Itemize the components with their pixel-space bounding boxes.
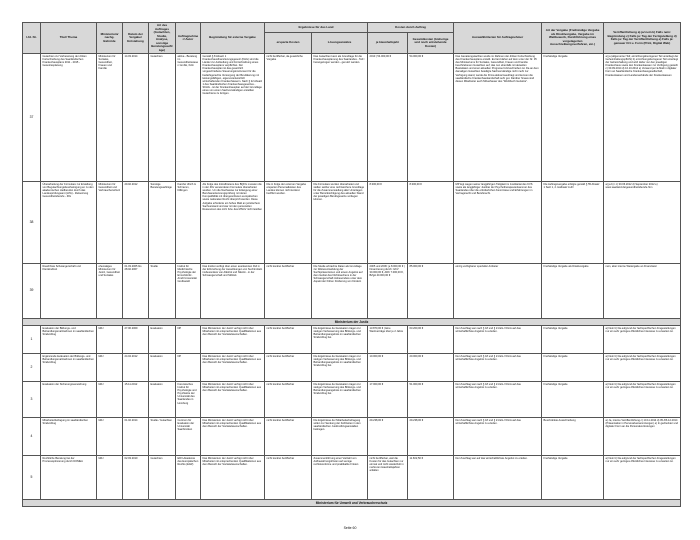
cell-nr: 4 (23, 418, 41, 456)
cell-haushalt: 10.000,00 € (368, 354, 408, 382)
cell-datum: 27.06.2009 (123, 326, 149, 354)
cell-art: Gutachten (149, 456, 176, 500)
cell-artvergabe: Freihändige Vergabe (542, 456, 604, 500)
table-header (23, 23, 681, 54)
cell-ersparte: Die in Folge der externen Vergabe ersparten Personalkosten des Landes können nicht konkret beziffert werden. (265, 182, 312, 264)
cell-auswahl: MP legt wegen seiner langjährigen Tätigkeit im Justitiariat des KVS sowie als langjähriger Justitiar der Psychotherapeutenkammer des Saarlandes über die erforderlichen Kenntnisse und Erfahrungen im Vertragsrecht und Berufsrecht. (454, 182, 542, 264)
cell-veroeff: a) Ja, interne Veröffentlichung c) 10.11.2014 d) 05./06.12.2014 (Präsentation in Personalversammlungen) e) In gedruckter und digitaler Form an die Personalvertretungen (604, 418, 681, 456)
cell-loesung: Die Ergebnisse der Mitarbeiterbefragung sollen zur Senkung der Fehlzeiten in den saarländischen Justizvollzugsanstalten beitragen. (312, 418, 368, 456)
cell-titel: Mitarbeiterbefragung im saarländischen Strafvollzug (41, 418, 97, 456)
cell-veroeff: a) Nein b) Da aufgrund der fachspezifischen Fragestellungen nur ein sehr geringes öffentliches Interesse zu erwarten ist. (604, 456, 681, 500)
cell-auftragnehmer: aktiva - Beratung im Gesundheitswesen GmbH, Köln (176, 54, 201, 182)
cell-nr: 2 (23, 354, 41, 382)
cell-begruendung: Das Ministerium der Justiz verfügt nicht über Mitarbeiter mit entsprechenden Qualifikationen aus dem Bereich der Sozialwissenschaften. (201, 456, 265, 500)
cell-auftragnehmer: Centrum für Evaluation der Universität Saarbrücken (176, 418, 201, 456)
table-row (23, 54, 681, 182)
cell-art: Sonstige Beratungsaufträge (149, 182, 176, 264)
table-row (23, 456, 681, 500)
cell-loesung: Die Ergebnisse der Evaluation tragen zur stetigen Verbesserung des Bildungs- und Behandlungsangebots im saarländischen Strafvollzug bei. (312, 382, 368, 418)
cell-auftragnehmer: Kanzlei Ulrich & Schramm, Dillingen (176, 182, 201, 264)
cell-haushalt: nicht bezifferbar, weil die Kosten für das Gutachten nur einmal und nicht wiederholt in mehreren Haushaltsjahren anfallen (368, 456, 408, 500)
col-auswahl: Auswahlkriterien für Auftragnehmer (454, 23, 542, 54)
group-costs: Kosten durch Auftrag (368, 23, 454, 33)
cell-gesamt: 20.000,00 € (408, 354, 454, 382)
cell-artvergabe: Freihändige Vergabe (542, 354, 604, 382)
cell-loesung: Die Studie erbrachte Daten als Grundlage zur Weiterentwicklung der Suchtpräventionen und einem Angebot auf dem Gebiet des Nichtrauchens in der Schwangerschaft insbesondere unter dem Aspekt der frühen Förderung von Kindern (312, 264, 368, 319)
cell-titel: Ergänzende Evaluation der Bildungs- und Behandlungsmaßnahmen im saarländischen Strafvollzug (41, 354, 97, 382)
cell-nr: 38 (23, 182, 41, 264)
cell-ersparte: nicht bezifferbar, da gesetzliche Vorgabe (265, 54, 312, 182)
cell-datum: 01.02.2014 (123, 418, 149, 456)
cell-begruendung: Das Ministerium der Justiz verfügt nicht über Mitarbeiter mit entsprechenden Qualifikationen aus dem Bereich der Sozialwissenschaften. (201, 382, 265, 418)
cell-gesamt: 11.602,50 € (408, 456, 454, 500)
cell-veroeff: a) Nein b) Da aufgrund der fachspezifischen Fragestellungen nur ein sehr geringes öffentliches Interesse zu erwarten ist. (604, 382, 681, 418)
cell-begruendung: Das Ministerium der Justiz verfügt nicht über Mitarbeiter mit entsprechenden Qualifikationen aus dem Bereich der Sozialwissenschaften. (201, 354, 265, 382)
cell-ministerium: Ministerium für Gesundheit und Verbraucherschutz (97, 182, 123, 264)
cell-artvergabe: Die Auftragsvergabe erfolgte gemäß § 55 Absatz 1 Satz 1, 2. Halbsatz LHO (542, 182, 604, 264)
table-row (23, 326, 681, 354)
table-row (23, 382, 681, 418)
cell-gesamt: 29.238,00 € (408, 418, 454, 456)
col-art: Art des Auftrages (Gutachten, Studie, Analyse, sonstige Beratungsaufträge) (149, 23, 176, 54)
cell-loesung: Die Ergebnisse der Evaluation tragen zur stetigen Verbesserung des Bildungs- und Behandlungsangebots im saarländischen Strafvollzug bei. (312, 326, 368, 354)
cell-begruendung: Das Ministerium der Justiz verfügt nicht über Mitarbeiter mit entsprechenden Qualifikationen aus dem Bereich der Sozialwissenschaften. (201, 418, 265, 456)
cell-art: Evaluation (149, 354, 176, 382)
cell-ersparte: nicht konkret bezifferbar (265, 456, 312, 500)
cell-haushalt: 13.870,00 € | Eine Werkverträge über je 2 Jahre (368, 326, 408, 354)
cell-nr: 37 (23, 54, 41, 182)
cell-haushalt: 2013 | 54.000,00 € (368, 54, 408, 182)
cell-haushalt: 2005 und 2006: je 8.000,00 € | Finanzierung durch: GKV 30.000,00 €, ADK 7.000,00 €, BZgA 40.000,00 € (368, 264, 408, 319)
table-row (23, 182, 681, 264)
cell-veroeff: a) ja (allgemeiner Teil; einrichtungsbezogener Teil unterliegt der Geheimhaltungspflicht) b) einrichtungsbezogener Teil unterliegt der Geheimhaltung und wird daher nur den jeweiligen Krankenhaus sowie den Krankenkassen zur Verfügung gestellt c) 30.09.2014 d) 10.10.2014 e) Versand per E-Mail in digitaler Form an Saarländische Krankenhausgesellschaft, Krankenkassen und Landesverbände der Krankenkassen (604, 54, 681, 182)
cell-datum: 24.04.2012 (123, 354, 149, 382)
cell-art: Gutachten (149, 54, 176, 182)
cell-art: Evaluation (149, 326, 176, 354)
col-artvergabe: Art der Vergabe (Freihändige Vergabe als Direktvergabe, Vergabe im Wettbewerb, Durchführung eines vorgelagerten Ausschreibungsverfahren, etc.) (542, 23, 604, 54)
section-row (23, 319, 681, 326)
cell-begruendung: Das Ministerium der Justiz verfügt nicht über Mitarbeiter mit entsprechenden Qualifikationen aus dem Bereich der Sozialwissenschaften. (201, 326, 265, 354)
col-ministerium: Ministerium/ nachg. Behörde (97, 23, 123, 54)
cell-auswahl: Der Zuschlag war nach § 18 und § 21 EG-VOL/A auf das wirtschaftlichste Angebot zu erteilen. (454, 382, 542, 418)
cell-veroeff: a) ja b) / c) 30.06.2012 d) September 2012 e) www.saarland.de/gesundheitsberufe.htm (604, 182, 681, 264)
col-loesung: Lösungsansätze (312, 33, 368, 54)
cell-loesung: Zusammenführung einer Vielzahl von Aufbewahrungsfristen auf wenige rechtskonforme und praktikable Fristen (312, 456, 368, 500)
page-footer: Seite 60 (343, 526, 357, 530)
cell-ersparte: nicht konkret bezifferbar (265, 418, 312, 456)
col-veroeff: Veröffentlichung a) ja/ nein b) Falls nein: Begründung c) Falls ja: Tag der Fertigstellung d) Falls ja: Tag der Veröffentlichung e) Falls ja: genauer Ort u. Form (Print, Digital Web) (604, 23, 681, 54)
cell-haushalt: 8.300,00 € (368, 182, 408, 264)
cell-titel: Rauchfreie Schwangerschaft und Kleinkindzeit (41, 264, 97, 319)
cell-ersparte: nicht konkret bezifferbar (265, 326, 312, 354)
cell-begruendung: Als Folge des Inkrafttretens des BQFG mussten die in der ZIG verwendeten Formulare überarbeitet werden. Um die Nachweise zur Erlangung einer Berufsanerkennungsprüfung mit deren Kompatibilität mit übergeordneten europäischen sowie nationalen Recht überprüft werden. Diese Aufgabe erforderte ein hohes Maß an juristischem Sachverstand und war mit den personellen Ressourcen des LGV bzw. des MSGV nicht leistbar. (201, 182, 265, 264)
cell-auswahl: Der Zuschlag war nach § 18 und § 21 EG-VOL/A auf das wirtschaftlichste Angebot zu erteilen. (454, 326, 542, 354)
col-auftragnehmer: Auftragnehmer/ Autor (176, 23, 201, 54)
cell-gesamt: 63.200,00 € (408, 326, 454, 354)
cell-haushalt: 29.238,00 € (368, 418, 408, 456)
cell-titel: Überarbeitung der Formulare zur Erstellung von Begutachtungsbescheinigung en zu den akademischen Heilberufen durch das Landesprüfungsamt (LPA) - Zielsetzung Gesundheitsberufe - ZIG (41, 182, 97, 264)
cell-gesamt: 8.300,00 € (408, 182, 454, 264)
cell-auftragnehmer: NP (176, 326, 201, 354)
table-row (23, 354, 681, 382)
cell-ersparte: nicht konkret bezifferbar (265, 264, 312, 319)
cell-auftragnehmer: Forensisches Institut für Psychologie und Psychiatrie der Universität des Saarlandes in Homburg (176, 382, 201, 418)
cell-datum: 29.02.2012 (123, 182, 149, 264)
section-title-umwelt: Ministerium für Umwelt und Verbraucherschutz (23, 500, 681, 507)
cell-auftragnehmer: NP (176, 354, 201, 382)
cell-ministerium: MdJ (97, 456, 123, 500)
cell-ministerium: ehemaliges Ministerium für Justiz, Gesundheit und Soziales (97, 264, 123, 319)
section-title-justiz: Ministerium der Justiz (23, 319, 681, 326)
cell-titel: Gutachten zur Vorbereitung der dritten Fortschreibung des Saarländischen Krankenhausplans 2011 - 2015 - Gesetzesplanung (41, 54, 97, 182)
cell-gesamt: 51.000,00 € (408, 382, 454, 418)
cell-nr: 1 (23, 326, 41, 354)
cell-nr: 5 (23, 456, 41, 500)
cell-veroeff: nein, aber interne Weitergabe an Finanziarer (604, 264, 681, 319)
col-ersparte: ersparte Kosten (265, 33, 312, 54)
cell-titel: Evaluation der Bildungs- und Behandlungsmaßnahmen im saarländischen Strafvollzug (41, 326, 97, 354)
col-titel: Titel/ Thema (41, 23, 97, 54)
cell-artvergabe: Freihändige Vergabe als Direktvergabe (542, 264, 604, 319)
cell-auswahl: einzig verfügbarer spezieller Anbieter (454, 264, 542, 319)
cell-auswahl: Das Genatiengutachten wurde im Rahmen der dritten Fortschreibung des Krankenhausplans erstellt. Es fand daher auf dem unter der Nr. 35 des Ministeriums für Soziales, Gesundheit, Frauen und Familie beschriebenen Gutachten auf; das nun ebenfalls mit aktuellen Basisdaten und einer aktuellen Prognose fortzuschreiben ist. Da an dem damaligen Gutachten beteiligte Sachverständige nicht mehr zur Verfügung stand, wurde die Firma aktiva beauftragt und kennen die saarländische Krankenhauslandschaft sehr gut. Darüber hinaus sind diesen Mitarbeiter auch Mitverfasser des "Weißbuch Geriatrie". (454, 54, 542, 182)
col-datum: Datum der Vergabe/ Entstehung (123, 23, 149, 54)
cell-datum: 01.03.2005 bis 28.02.2007 (123, 264, 149, 319)
cell-gesamt: 85.000,00 € (408, 264, 454, 319)
cell-datum: 15.11.2012 (123, 382, 149, 418)
cell-loesung: Die Ergebnisse der Evaluation tragen zur stetigen Verbesserung des Bildungs- und Behandlungsangebots im saarländischen Strafvollzug bei. (312, 354, 368, 382)
cell-art: Studie / Gutachten (149, 418, 176, 456)
cell-auftragnehmer: EDV-Akademie des Europäischen Rechts (EAR) (176, 456, 201, 500)
cell-gesamt: 54.000,00 € (408, 54, 454, 182)
cell-auftragnehmer: Institut für Medizinische Psychologie der Ernst-Moritz-Arndt Universität Greifswald (176, 264, 201, 319)
table-row (23, 264, 681, 319)
cell-loesung: Das Gutachten kann als Grundlage für die Krankenhausplanung des Saarlandes - Teil I herangezogen werden - genutzt werden. (312, 54, 368, 182)
cell-ersparte: nicht konkret bezifferbar (265, 382, 312, 418)
col-haushalt: je Haushaltsjahr (368, 33, 408, 54)
cell-titel: Evaluation der Sicherungsverwahrung (41, 382, 97, 418)
contracts-table (22, 22, 681, 507)
cell-ministerium: Ministerium für Soziales, Gesundheit, Frauen und Familie (97, 54, 123, 182)
cell-begruendung: Das Institut verfügt über einen anerkannten Ruf in der Erforschung der Auswirkungen von Suchtmitteln insbesondere von Alkohol und Nikotin - in der Schwangerschaft und Stillzeit. (201, 264, 265, 319)
cell-auswahl: Der Zuschlag war auf das wirtschaftlichste Angebot zu erteilen. (454, 456, 542, 500)
cell-loesung: Die Formulare wurden überarbeitet und stellen seither eine rechtssichere Grundlage für die Zusammenstellung aller Unterlagen unter Berücksichtigung des aktuellen Stand der jeweiligen Berufsgesetze vorliegen können. (312, 182, 368, 264)
cell-veroeff: a) Nein b) Da aufgrund der fachspezifischen Fragestellungen nur ein sehr geringes öffentliches Interesse zu erwarten ist. (604, 354, 681, 382)
cell-auswahl: Der Zuschlag war nach § 18 und § 21 EG-VOL/A auf das wirtschaftlichste Angebot zu erteilen. (454, 354, 542, 382)
cell-artvergabe: Freihändige Vergabe (542, 382, 604, 418)
cell-ministerium: MdJ (97, 354, 123, 382)
cell-ersparte: nicht konkret bezifferbar (265, 354, 312, 382)
cell-ministerium: MdJ (97, 418, 123, 456)
col-lfd: Lfd. Nr. (23, 23, 41, 54)
cell-ministerium: MdJ (97, 382, 123, 418)
cell-titel: Rechtliche Beratung bei der Prozessoptimierung durch DOMEA (41, 456, 97, 500)
cell-auswahl: Der Zuschlag war nach § 18 und § 21 EG-VOL/A auf das wirtschaftlichste Angebot zu erteilen. (454, 418, 542, 456)
cell-nr: 39 (23, 264, 41, 319)
cell-artvergabe: Beschränkte Ausschreibung (542, 418, 604, 456)
cell-datum: 14.03.2014 (123, 54, 149, 182)
section-row (23, 500, 681, 507)
cell-art: Studie (149, 264, 176, 319)
col-begruendung: Begründung für externe Vergabe (201, 23, 265, 54)
cell-veroeff: a) Nein b) Da aufgrund der fachspezifischen Fragestellungen nur ein sehr geringes öffentliches Interesse zu erwarten ist. (604, 326, 681, 354)
table-body (23, 54, 681, 507)
cell-begruendung: Gemäß § 8 Absatz 1 Krankenhausfinanzierungsgesetz (KHG) sind die Länder zur Aufstellung und Fortschreibung eines Krankenhausplans verpflichtet. Der Krankenhausplan ist das gesetzlich vorgeschriebene Steuerungsinstrument für die bedarfsgerechte Versorgung der Bevölkerung mit leistungsfähigen, eigenverantwortlich wirtschaftenden Krankenhäusern. Nach § 22 Absatz 1 des Saarländischen Krankenhausgesetzes - SKHG - ist der Krankenhausplan auf der Grundlage eines von einem Sachverständigen erstellten Gutachtens zu fertigen. (201, 54, 265, 182)
col-gesamtkosten: Gesamtkosten (bisherige und noch entstehende Kosten) (408, 33, 454, 54)
group-results: Ergebnisse für das Land (265, 23, 368, 33)
cell-artvergabe: Freihändige Vergabe (542, 54, 604, 182)
cell-artvergabe: Freihändige Vergabe (542, 326, 604, 354)
cell-datum: 02.03.2010 (123, 456, 149, 500)
cell-haushalt: 17.000,00 € (368, 382, 408, 418)
cell-art: Evaluation (149, 382, 176, 418)
cell-nr: 3 (23, 382, 41, 418)
cell-ministerium: MdJ (97, 326, 123, 354)
table-row (23, 418, 681, 456)
